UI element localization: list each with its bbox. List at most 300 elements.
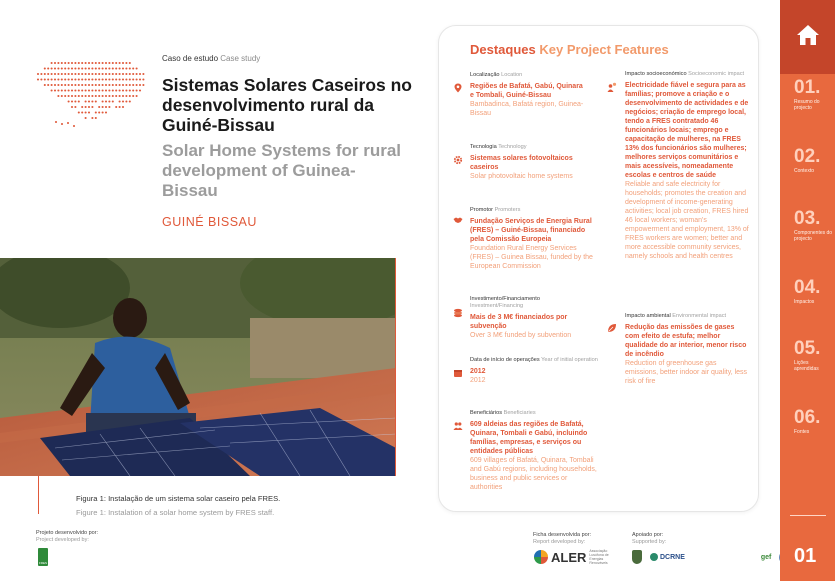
feature-investment bbox=[470, 296, 590, 340]
map-dot bbox=[95, 62, 97, 64]
person-light-icon bbox=[607, 82, 617, 92]
map-dot bbox=[108, 106, 110, 108]
socio-label-en: Socioeconomic impact bbox=[688, 71, 745, 77]
map-dot bbox=[115, 95, 117, 97]
map-dot bbox=[108, 78, 110, 80]
map-dot bbox=[40, 78, 42, 80]
map-dot bbox=[125, 100, 127, 102]
sidebar-nav bbox=[780, 0, 835, 581]
investment-value-en: Over 3 M€ funded by subvention bbox=[470, 332, 572, 339]
map-dot bbox=[74, 78, 76, 80]
map-dot bbox=[108, 95, 110, 97]
location-label-en: Location bbox=[501, 72, 523, 78]
supported-by-pt: Apoiado por: bbox=[632, 532, 664, 538]
map-dot bbox=[88, 95, 90, 97]
start-year-label bbox=[470, 357, 620, 364]
map-dot bbox=[51, 84, 53, 86]
sidebar-item-components[interactable] bbox=[794, 209, 834, 242]
map-dot bbox=[112, 62, 114, 64]
map-dot bbox=[47, 84, 49, 86]
map-dot bbox=[105, 100, 107, 102]
map-dot bbox=[105, 67, 107, 69]
map-dot bbox=[122, 78, 124, 80]
sidebar-item-context[interactable] bbox=[794, 147, 834, 174]
coins-icon bbox=[453, 308, 463, 318]
map-dot bbox=[91, 89, 93, 91]
map-dot bbox=[129, 67, 131, 69]
case-label-en: Case study bbox=[220, 54, 261, 63]
map-dot bbox=[139, 89, 141, 91]
map-dot bbox=[105, 95, 107, 97]
map-dot bbox=[91, 62, 93, 64]
beneficiaries-label-en: Beneficiaries bbox=[503, 410, 536, 416]
beneficiaries-value-pt: 609 aldeias das regiões de Bafatá, Quinara, Tombali e Gabú, incluindo famílias, empresas, e serviços ou entidades públicas bbox=[470, 421, 588, 455]
environment-label-pt: Impacto ambiental bbox=[625, 313, 671, 319]
map-dot bbox=[54, 78, 56, 80]
map-dot bbox=[115, 89, 117, 91]
map-dot bbox=[61, 73, 63, 75]
map-dot bbox=[85, 106, 87, 108]
map-dot bbox=[98, 73, 100, 75]
map-dot bbox=[98, 111, 100, 113]
feature-promoter bbox=[470, 207, 595, 271]
map-dot bbox=[88, 111, 90, 113]
map-dot bbox=[78, 78, 80, 80]
map-dot bbox=[102, 89, 104, 91]
map-dot bbox=[125, 78, 127, 80]
feature-socioeconomic bbox=[625, 71, 750, 261]
country-label: GUINÉ BISSAU bbox=[162, 215, 257, 229]
map-dot bbox=[136, 84, 138, 86]
map-dot bbox=[115, 78, 117, 80]
map-dot bbox=[115, 106, 117, 108]
map-dot bbox=[136, 89, 138, 91]
map-dot bbox=[57, 62, 59, 64]
map-dot bbox=[88, 67, 90, 69]
map-dot bbox=[129, 78, 131, 80]
map-dot bbox=[51, 67, 53, 69]
map-dot bbox=[85, 62, 87, 64]
map-dot bbox=[122, 106, 124, 108]
promoter-label-pt: Promotor bbox=[470, 207, 494, 213]
location-value-en: Bambadinca, Bafatá region, Guinea-Bissau bbox=[470, 101, 584, 117]
investment-label-en: Investment/Financing bbox=[470, 303, 524, 309]
technology-label bbox=[470, 144, 585, 151]
map-dot bbox=[108, 100, 110, 102]
location-value-pt: Regiões de Bafatá, Gabú, Quinara e Tombali, Guiné-Bissau bbox=[470, 83, 583, 99]
socio-value-en: Reliable and safe electricity for households; promotes the creation and development of income-generating activities; local job creation, FRES hired 46 local workers; woman's empowerment and employment, 13% of FRES workers are women; better and more accessible community services, namely schools and health centres bbox=[625, 181, 749, 260]
fres-logo-text: FRES bbox=[38, 561, 47, 565]
map-dot bbox=[129, 84, 131, 86]
map-dot bbox=[71, 106, 73, 108]
handshake-icon bbox=[453, 215, 463, 225]
map-dot bbox=[95, 73, 97, 75]
nav-number: 03. bbox=[794, 208, 821, 229]
home-icon[interactable] bbox=[796, 24, 820, 46]
map-dot bbox=[105, 111, 107, 113]
map-dot bbox=[125, 95, 127, 97]
dcrne-logo bbox=[650, 553, 685, 561]
map-dot bbox=[68, 62, 70, 64]
ficha-en: Report developed by: bbox=[533, 539, 586, 545]
map-dot bbox=[85, 89, 87, 91]
promoter-label bbox=[470, 207, 595, 214]
map-dot bbox=[85, 100, 87, 102]
sidebar-divider bbox=[790, 515, 826, 516]
map-dot bbox=[61, 84, 63, 86]
sidebar-item-summary[interactable] bbox=[794, 78, 834, 111]
card-title-en: Key Project Features bbox=[539, 42, 669, 57]
map-dot bbox=[129, 100, 131, 102]
map-dot bbox=[57, 84, 59, 86]
socio-label-pt: Impacto socioeconómico bbox=[625, 71, 687, 77]
calendar-icon bbox=[453, 368, 463, 378]
map-dot bbox=[112, 67, 114, 69]
map-dot bbox=[85, 78, 87, 80]
map-dot bbox=[105, 84, 107, 86]
map-dot bbox=[125, 84, 127, 86]
nav-label: Contexto bbox=[794, 168, 815, 174]
map-dot bbox=[129, 73, 131, 75]
map-dot bbox=[136, 95, 138, 97]
map-dot bbox=[64, 73, 66, 75]
map-dot bbox=[91, 95, 93, 97]
map-dot bbox=[112, 89, 114, 91]
map-dot bbox=[125, 67, 127, 69]
map-dot bbox=[85, 117, 87, 119]
map-dot bbox=[54, 89, 56, 91]
ficha-pt: Ficha desenvolvida por: bbox=[533, 532, 592, 538]
map-dot bbox=[78, 89, 80, 91]
map-dot bbox=[91, 73, 93, 75]
sidebar-item-sources[interactable] bbox=[794, 408, 834, 435]
feature-start-year bbox=[470, 357, 620, 385]
map-dot bbox=[136, 78, 138, 80]
map-dot bbox=[57, 95, 59, 97]
nav-number: 06. bbox=[794, 407, 821, 428]
map-dot bbox=[44, 78, 46, 80]
map-dot bbox=[64, 78, 66, 80]
map-dot bbox=[98, 84, 100, 86]
leaf-icon bbox=[607, 323, 617, 333]
nav-label: Fontes bbox=[794, 429, 810, 435]
map-dot bbox=[88, 62, 90, 64]
map-dot bbox=[95, 84, 97, 86]
map-dot bbox=[37, 78, 39, 80]
map-dot bbox=[81, 67, 83, 69]
map-dot bbox=[54, 62, 56, 64]
map-dot bbox=[85, 95, 87, 97]
map-dot bbox=[61, 89, 63, 91]
map-dot bbox=[64, 84, 66, 86]
map-dot bbox=[64, 62, 66, 64]
map-dot bbox=[91, 106, 93, 108]
environment-value-en: Reduction of greenhouse gas emissions, better indoor air quality, less risk of fire bbox=[625, 360, 748, 385]
nav-label: Resumo do projecto bbox=[794, 99, 820, 111]
title-pt: Sistemas Solares Caseiros no desenvolvimento rural da Guiné-Bissau bbox=[162, 75, 412, 135]
map-dot bbox=[68, 89, 70, 91]
map-dot bbox=[67, 122, 69, 124]
map-dot bbox=[57, 78, 59, 80]
map-dot bbox=[119, 84, 121, 86]
promoter-value-pt: Fundação Serviços de Energia Rural (FRES) – Guiné-Bissau, financiado pela Comissão Europeia bbox=[470, 218, 592, 243]
map-dot bbox=[91, 117, 93, 119]
start-year-value-en: 2012 bbox=[470, 377, 486, 384]
map-dot bbox=[85, 84, 87, 86]
map-dot bbox=[85, 111, 87, 113]
sidebar-item-impacts[interactable] bbox=[794, 278, 834, 305]
map-dot bbox=[115, 67, 117, 69]
sidebar-item-lessons[interactable] bbox=[794, 339, 834, 372]
location-label-pt: Localização bbox=[470, 72, 500, 78]
caption-accent-line bbox=[38, 476, 39, 514]
aler-logo bbox=[534, 549, 613, 565]
aler-name: ALER bbox=[551, 549, 587, 565]
nav-label: Lições aprendidas bbox=[794, 360, 819, 372]
map-dot bbox=[91, 78, 93, 80]
map-dot bbox=[122, 67, 124, 69]
nav-label: Impactos bbox=[794, 299, 815, 305]
map-dot bbox=[115, 73, 117, 75]
map-dot bbox=[81, 89, 83, 91]
map-dot bbox=[44, 73, 46, 75]
map-dot bbox=[95, 67, 97, 69]
solar-installation-photo bbox=[0, 258, 396, 476]
map-dot bbox=[68, 95, 70, 97]
map-dot bbox=[61, 78, 63, 80]
map-dot bbox=[88, 84, 90, 86]
map-dot bbox=[74, 95, 76, 97]
map-dot bbox=[132, 95, 134, 97]
map-dot bbox=[142, 84, 144, 86]
map-dot bbox=[108, 84, 110, 86]
map-dot bbox=[71, 78, 73, 80]
map-dot bbox=[136, 73, 138, 75]
map-dot bbox=[78, 62, 80, 64]
dcrne-icon bbox=[650, 553, 658, 561]
map-dot bbox=[142, 73, 144, 75]
case-label-pt: Caso de estudo bbox=[162, 54, 219, 63]
map-dot bbox=[81, 106, 83, 108]
map-dot bbox=[119, 67, 121, 69]
map-dot bbox=[132, 73, 134, 75]
people-icon bbox=[453, 421, 463, 431]
map-dot bbox=[102, 95, 104, 97]
technology-value-pt: Sistemas solares fotovoltaicos caseiros bbox=[470, 155, 573, 171]
map-dot bbox=[112, 78, 114, 80]
environment-label-en: Environmental impact bbox=[672, 313, 727, 319]
map-dot bbox=[71, 95, 73, 97]
map-dot bbox=[122, 89, 124, 91]
map-dot bbox=[108, 89, 110, 91]
map-dot bbox=[54, 84, 56, 86]
dcrne-text: DCRNE bbox=[660, 553, 685, 561]
map-dot bbox=[98, 89, 100, 91]
map-dot bbox=[71, 73, 73, 75]
map-dot bbox=[132, 78, 134, 80]
map-dot bbox=[81, 84, 83, 86]
photo-accent-line bbox=[395, 258, 396, 476]
map-dot bbox=[129, 89, 131, 91]
map-dot bbox=[74, 100, 76, 102]
map-dot bbox=[112, 73, 114, 75]
beneficiaries-label bbox=[470, 410, 600, 417]
map-dot bbox=[112, 84, 114, 86]
map-dot bbox=[142, 78, 144, 80]
map-dot bbox=[98, 95, 100, 97]
map-dot bbox=[81, 111, 83, 113]
nav-number: 05. bbox=[794, 338, 821, 359]
map-dot bbox=[112, 100, 114, 102]
map-dot bbox=[78, 95, 80, 97]
map-dot bbox=[55, 121, 57, 123]
map-dot bbox=[88, 106, 90, 108]
map-dot bbox=[51, 78, 53, 80]
map-dot bbox=[64, 89, 66, 91]
nav-number: 01. bbox=[794, 77, 821, 98]
map-dot bbox=[91, 84, 93, 86]
nav-label: Componentes do projecto bbox=[794, 230, 833, 242]
map-dot bbox=[95, 100, 97, 102]
environment-label bbox=[625, 313, 750, 320]
map-dot bbox=[57, 67, 59, 69]
map-dot bbox=[122, 73, 124, 75]
supported-by-label bbox=[632, 532, 666, 546]
title-en: Solar Home Systems for rural development of Guinea-Bissau bbox=[162, 141, 402, 200]
map-dot bbox=[68, 73, 70, 75]
map-dot bbox=[74, 89, 76, 91]
map-dot bbox=[91, 67, 93, 69]
nav-number: 02. bbox=[794, 146, 821, 167]
nav-number: 04. bbox=[794, 277, 821, 298]
map-dot bbox=[37, 73, 39, 75]
location-pin-icon bbox=[453, 83, 463, 93]
technology-value-en: Solar photovoltaic home systems bbox=[470, 173, 573, 180]
map-dot bbox=[64, 95, 66, 97]
map-dot bbox=[71, 62, 73, 64]
map-dot bbox=[71, 84, 73, 86]
map-dot bbox=[74, 67, 76, 69]
map-dot bbox=[122, 95, 124, 97]
map-dot bbox=[132, 67, 134, 69]
map-dot bbox=[95, 78, 97, 80]
page-number: 01 bbox=[794, 545, 817, 567]
map-dot bbox=[78, 84, 80, 86]
map-dot bbox=[105, 106, 107, 108]
map-dot bbox=[64, 67, 66, 69]
map-dot bbox=[51, 89, 53, 91]
map-dot bbox=[102, 67, 104, 69]
map-dot bbox=[71, 67, 73, 69]
map-dot bbox=[51, 73, 53, 75]
map-dot bbox=[88, 89, 90, 91]
figure-caption-pt: Figura 1: Instalação de um sistema solar caseiro pela FRES. bbox=[76, 494, 281, 503]
investment-label-pt: Investimento/Financiamento bbox=[470, 296, 540, 302]
map-dot bbox=[119, 106, 121, 108]
map-dot bbox=[125, 89, 127, 91]
map-dot bbox=[54, 73, 56, 75]
start-year-value-pt: 2012 bbox=[470, 368, 486, 375]
map-dot bbox=[61, 67, 63, 69]
beneficiaries-label-pt: Beneficiários bbox=[470, 410, 503, 416]
feature-location bbox=[470, 72, 585, 118]
map-dot bbox=[71, 100, 73, 102]
map-dot bbox=[68, 78, 70, 80]
map-dot bbox=[139, 78, 141, 80]
map-dot bbox=[98, 106, 100, 108]
map-dot bbox=[105, 73, 107, 75]
map-dot bbox=[105, 89, 107, 91]
map-dot bbox=[129, 95, 131, 97]
map-dot bbox=[61, 62, 63, 64]
map-dot bbox=[81, 62, 83, 64]
map-dot bbox=[115, 62, 117, 64]
figure-caption-en: Figure 1: Instalation of a solar home system by FRES staff. bbox=[76, 508, 275, 517]
fres-logo bbox=[38, 548, 48, 566]
map-dot bbox=[102, 106, 104, 108]
map-dot bbox=[74, 84, 76, 86]
map-dot bbox=[88, 73, 90, 75]
map-dot bbox=[105, 62, 107, 64]
map-dot bbox=[95, 117, 97, 119]
map-dot bbox=[57, 89, 59, 91]
location-label bbox=[470, 72, 585, 79]
gear-icon bbox=[453, 155, 463, 165]
map-dot bbox=[85, 67, 87, 69]
map-dot bbox=[47, 73, 49, 75]
map-dot bbox=[139, 73, 141, 75]
map-dot bbox=[98, 78, 100, 80]
map-dot bbox=[74, 106, 76, 108]
map-dot bbox=[102, 84, 104, 86]
map-dot bbox=[136, 67, 138, 69]
map-dot bbox=[139, 84, 141, 86]
map-dot bbox=[47, 78, 49, 80]
map-dot bbox=[71, 89, 73, 91]
map-dot bbox=[125, 73, 127, 75]
map-dot bbox=[74, 62, 76, 64]
map-dot bbox=[102, 111, 104, 113]
card-title-pt: Destaques bbox=[470, 42, 536, 57]
gef-logo: gef bbox=[760, 553, 772, 561]
map-dot bbox=[102, 73, 104, 75]
map-dot bbox=[68, 84, 70, 86]
map-dot bbox=[85, 73, 87, 75]
feature-beneficiaries bbox=[470, 410, 600, 492]
map-dot bbox=[122, 100, 124, 102]
map-dot bbox=[119, 78, 121, 80]
aler-logo-icon bbox=[534, 550, 548, 564]
map-dot bbox=[78, 73, 80, 75]
map-dot bbox=[132, 89, 134, 91]
map-dot bbox=[115, 84, 117, 86]
sidebar-home-area bbox=[780, 0, 835, 74]
map-dot bbox=[122, 62, 124, 64]
map-dot bbox=[129, 62, 131, 64]
supporter-logos bbox=[632, 550, 792, 564]
map-dot bbox=[81, 78, 83, 80]
map-dot bbox=[51, 62, 53, 64]
report-developed-label bbox=[533, 532, 591, 546]
environment-value-pt: Redução das emissões de gases com efeito de estufa; melhor qualidade do ar interior, menor risco de incêndio bbox=[625, 324, 747, 358]
map-dot bbox=[44, 84, 46, 86]
map-dot bbox=[61, 123, 63, 125]
map-dot bbox=[98, 67, 100, 69]
map-dot bbox=[61, 95, 63, 97]
feature-technology bbox=[470, 144, 585, 181]
developed-by-pt: Projeto desenvolvido por: bbox=[36, 530, 99, 536]
map-dot bbox=[73, 125, 75, 127]
